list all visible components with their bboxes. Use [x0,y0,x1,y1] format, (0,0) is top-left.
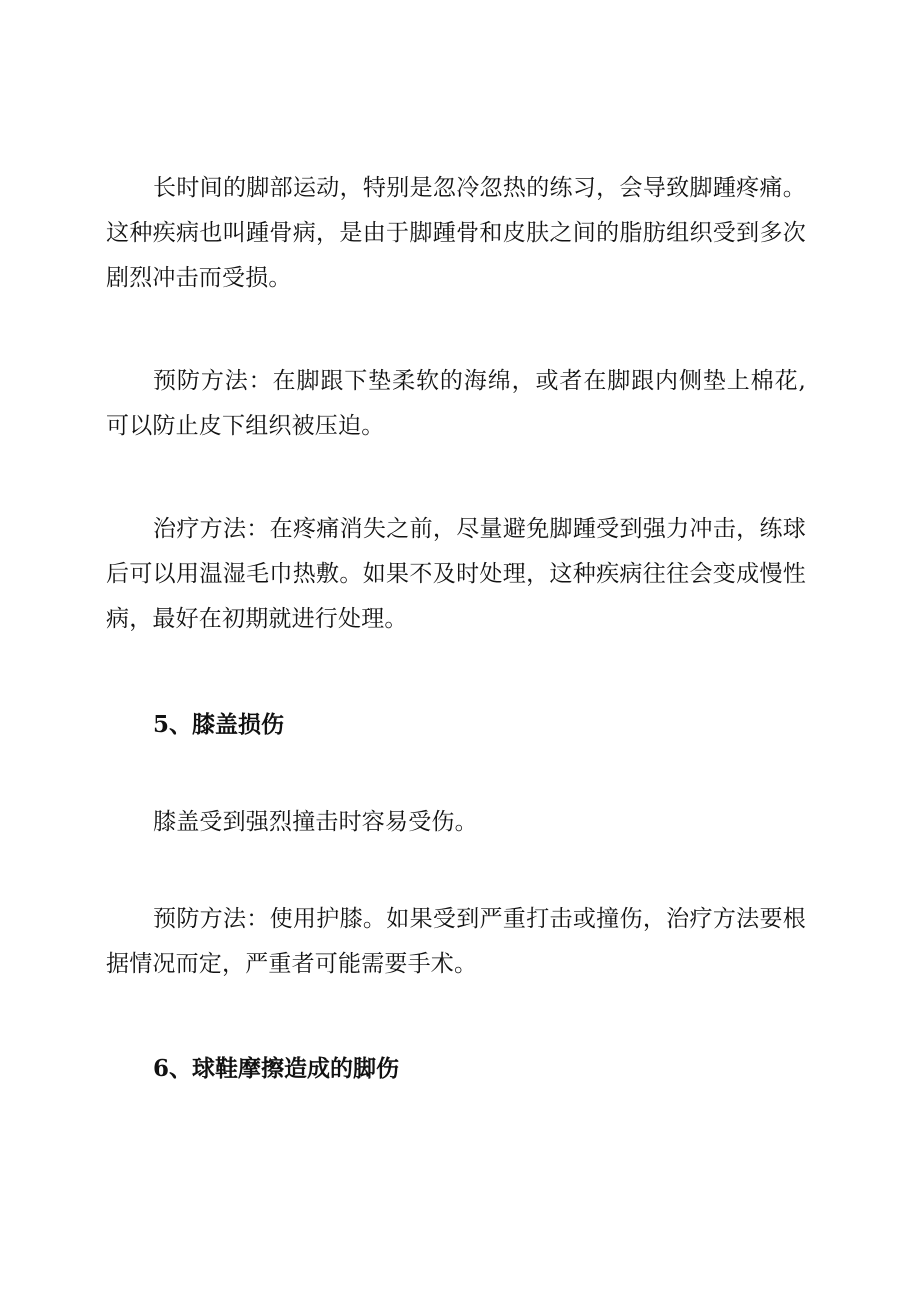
section-heading-knee-injury: 5、膝盖损伤 [153,711,285,738]
paragraph-heel-prevention: 预防方法：在脚跟下垫柔软的海绵，或者在脚跟内侧垫上棉花,可以防止皮下组织被压迫。 [106,368,806,439]
paragraph-heel-pain: 长时间的脚部运动，特别是忽冷忽热的练习，会导致脚踵疼痛。这种疾病也叫踵骨病，是由于脚踵骨和皮肤之间的脂肪组织受到多次剧烈冲击而受损。 [106,175,806,291]
section-heading-shoe-friction: 6、球鞋摩擦造成的脚伤 [153,1055,400,1082]
paragraph-heel-treatment: 治疗方法：在疼痛消失之前，尽量避免脚踵受到强力冲击，练球后可以用温湿毛巾热敷。如果不及时处理，这种疾病往往会变成慢性病，最好在初期就进行处理。 [106,516,806,632]
paragraph-knee-injury: 膝盖受到强烈撞击时容易受伤。 [153,809,478,835]
paragraph-knee-prevention: 预防方法：使用护膝。如果受到严重打击或撞伤，治疗方法要根据情况而定，严重者可能需要手术。 [106,906,806,977]
